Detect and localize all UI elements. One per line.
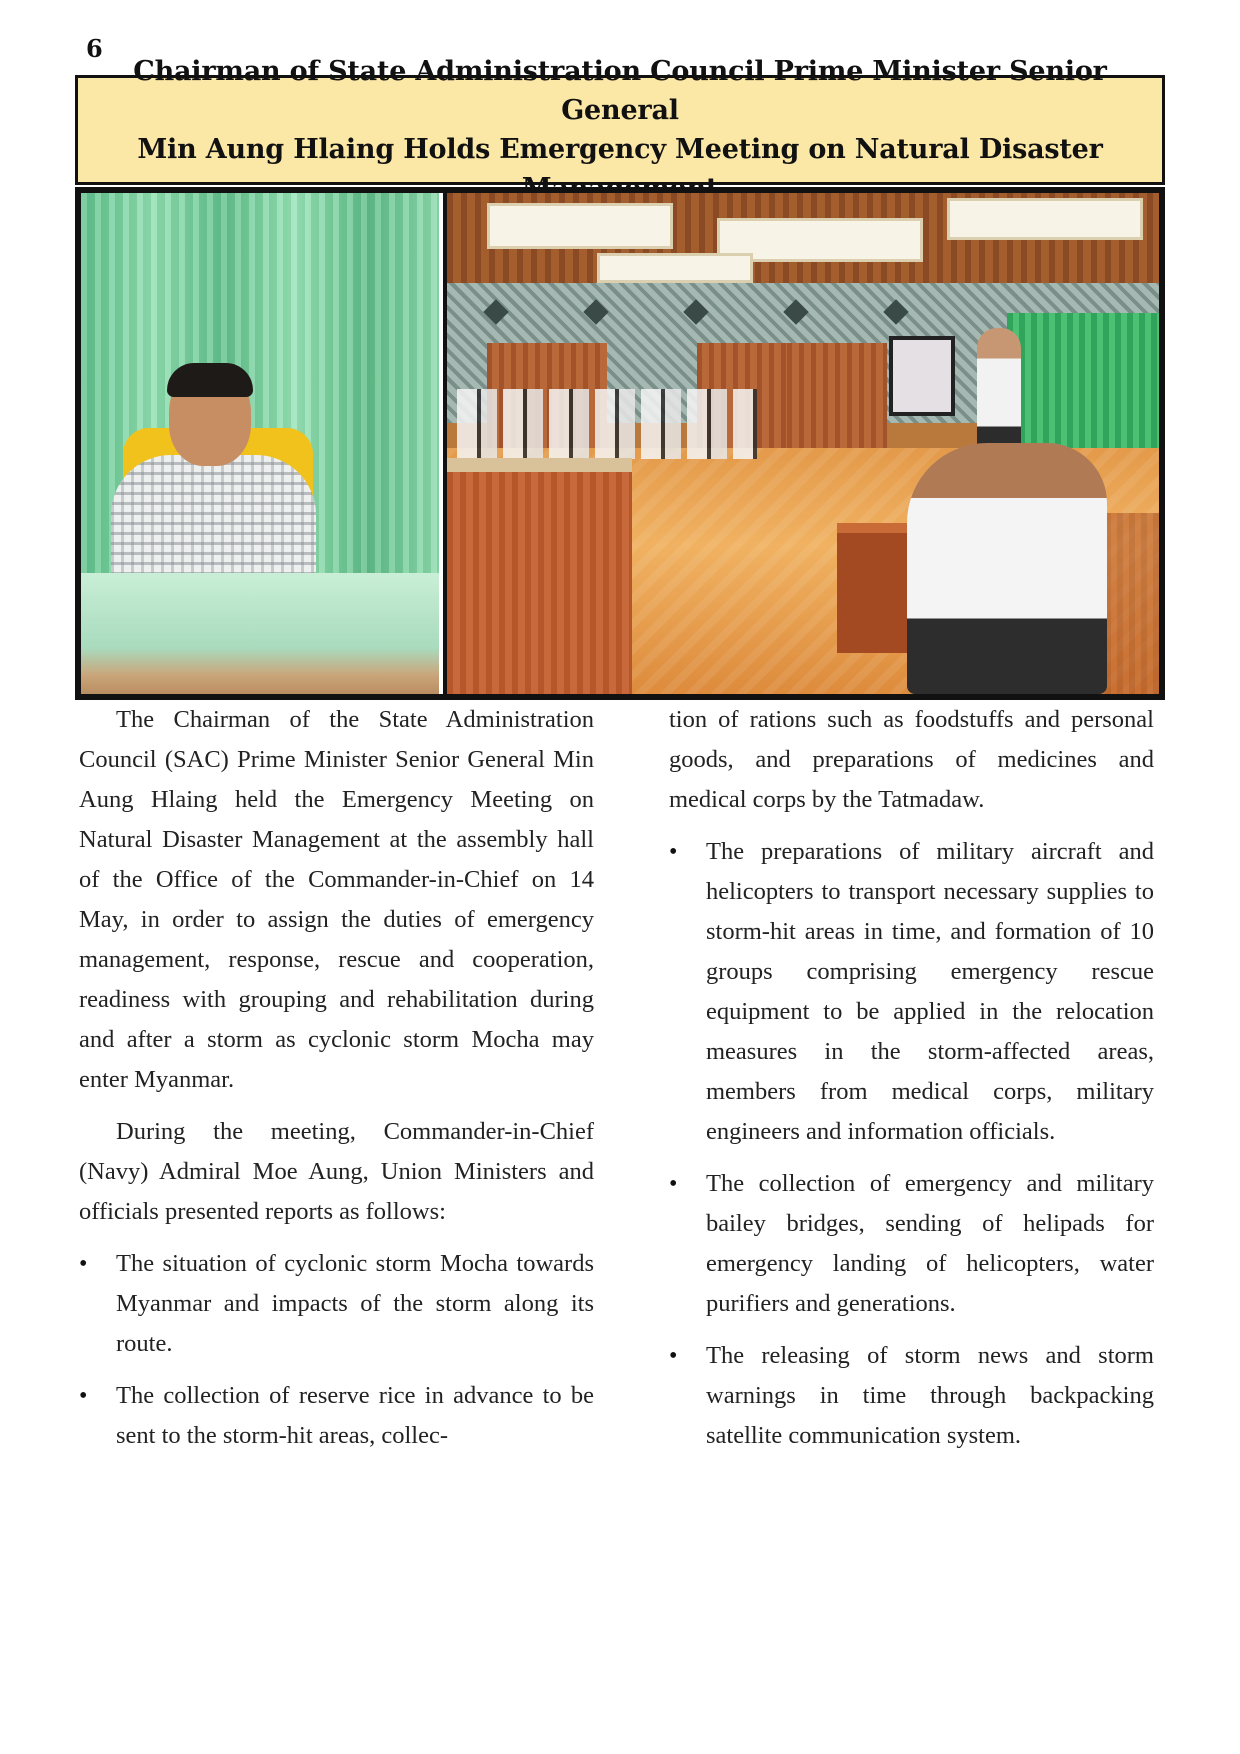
ceiling-light-panel	[597, 253, 753, 283]
list-item-text: The situation of cyclonic storm Mocha towards Myanmar and impacts of the storm along its route.	[116, 1250, 594, 1357]
side-table	[837, 523, 917, 653]
article-column-right	[669, 700, 1154, 1456]
list-item-continuation: tion of rations such as foodstuffs and personal goods, and preparations of medicines and medical corps by the Tatmadaw.	[669, 706, 1154, 813]
seated-official-shirt	[111, 455, 316, 585]
wood-door	[787, 343, 887, 453]
article-paragraph: During the meeting, Commander-in-Chief (Navy) Admiral Moe Aung, Union Ministers and officials presented reports as follows:	[79, 1118, 594, 1225]
bullet-icon: •	[79, 1383, 88, 1409]
bullet-icon: •	[669, 1343, 678, 1369]
list-item-text: The releasing of storm news and storm warnings in time through backpacking satellite communication system.	[706, 1342, 1154, 1449]
list-item	[79, 1244, 594, 1364]
headline-box	[75, 56, 1165, 185]
page-number: 6	[86, 34, 103, 63]
photo-strip	[75, 187, 1165, 700]
seated-official-hair	[167, 363, 253, 397]
front-desk	[447, 458, 632, 694]
ceiling-light-panel	[487, 203, 673, 249]
list-item-text: The collection of reserve rice in advance to be sent to the storm-hit areas, collec-	[116, 1382, 594, 1449]
seated-attendees	[457, 389, 757, 459]
display-screen	[889, 336, 955, 416]
list-item	[669, 1164, 1154, 1324]
seated-attendee-foreground	[907, 443, 1107, 694]
article-paragraph: The Chairman of the State Administration Council (SAC) Prime Minister Senior General Min Aung Hlaing held the Emergency Meeting on Natural Disaster Management at the assembly hall of the Office of the Commander-in-Chief on 14 May, in order to assign the duties of emergency management, response, rescue and cooperation, readiness with grouping and rehabilitation during and after a storm as cyclonic storm Mocha may enter Myanmar.	[79, 706, 594, 1093]
list-item-text: The collection of emergency and military bailey bridges, sending of helipads for emergency landing of helicopters, water purifiers and generations.	[706, 1170, 1154, 1317]
list-item	[669, 1336, 1154, 1456]
meeting-hall-photo	[447, 193, 1159, 694]
bullet-icon: •	[79, 1251, 88, 1277]
list-item	[669, 832, 1154, 1152]
report-list	[79, 1244, 594, 1456]
list-item	[79, 1376, 594, 1456]
bullet-icon: •	[669, 1171, 678, 1197]
glass-desk	[81, 573, 439, 694]
report-list	[669, 832, 1154, 1456]
ceiling-light-panel	[947, 198, 1143, 240]
headline-line-2: Min Aung Hlaing Holds Emergency Meeting on Natural Disaster	[137, 134, 1103, 165]
headline-line-1: Chairman of State Administration Council Prime Minister Senior General	[133, 56, 1107, 126]
green-curtain	[1007, 313, 1159, 453]
bullet-icon: •	[669, 839, 678, 865]
list-item-text: The preparations of military aircraft and helicopters to transport necessary supplies to storm-hit areas in time, and formation of 10 groups comprising emergency rescue equipment to be applied in the relocation measures in the storm-affected areas, members from medical corps, military engineers and information officials.	[706, 838, 1154, 1145]
portrait-photo	[81, 193, 443, 694]
article-column-left	[79, 700, 594, 1456]
